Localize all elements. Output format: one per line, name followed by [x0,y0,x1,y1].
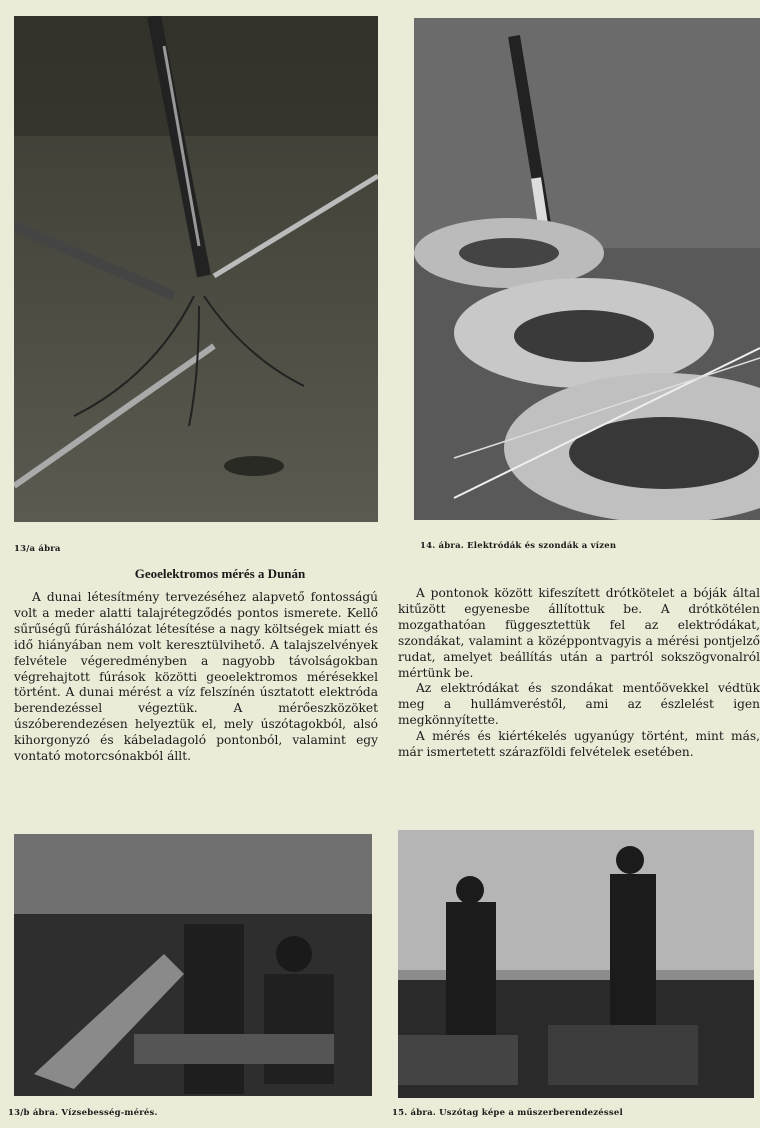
caption-fig13b: 13/b ábra. Vízsebesség-mérés. [8,1108,158,1118]
article-title: Geoelektromos mérés a Dunán [134,566,306,581]
caption-fig15: 15. ábra. Uszótag képe a műszerberendezéssel [392,1108,623,1118]
photo-13a [14,16,378,522]
left-paragraph-1: A dunai létesítmény tervezéséhez alapvető fontosságú volt a meder alatti talajrétegződés pontos ismerete. Kellő sűrűségű fúráshálózat létesítése a nagy költségek miatt és idő hiányában nem volt keresztülvihető. A talajszelvények felvétele végeredményben a nagyobb távolságokban végrehajtott fúrások közötti geoelektromos mérésekkel történt. A dunai mérést a víz felszínén úsztatott elektróda berendezéssel végeztük. A mérőeszközöket úszóberendezésen helyeztük el, mely úszótagokból, alsó kihorgonyzó és kábeladagoló pontonból, valamint egy vontató motorcsónakból állt. [14,590,378,764]
caption-fig14: 14. ábra. Elektródák és szondák a vízen [420,541,617,551]
right-text-column [398,586,760,761]
photo-15 [398,830,754,1098]
right-paragraph-2: Az elektródákat és szondákat mentőövekkel védtük meg a hullámveréstől, ami az észlelést igen megkönnyítette. [398,681,760,728]
caption-fig13a: 13/a ábra [14,544,61,554]
right-paragraph-1: A pontonok között kifeszített drótkötelet a bóják által kitűzött egyenesbe állítottuk be. A drótkötélen mozgathatóan függesztettük fel az elektródákat, szondákat, valamint a középpontvagyis a mérési pontjelző rudat, amelyet beállítás után a partról sokszögvonalról mértünk be. [398,586,760,680]
photo-13b [14,834,372,1096]
right-paragraph-3: A mérés és kiértékelés ugyanúgy történt, mint más, már ismertetett szárazföldi felvételek esetében. [398,729,760,760]
photo-14 [414,18,760,520]
left-text-column [14,590,378,765]
